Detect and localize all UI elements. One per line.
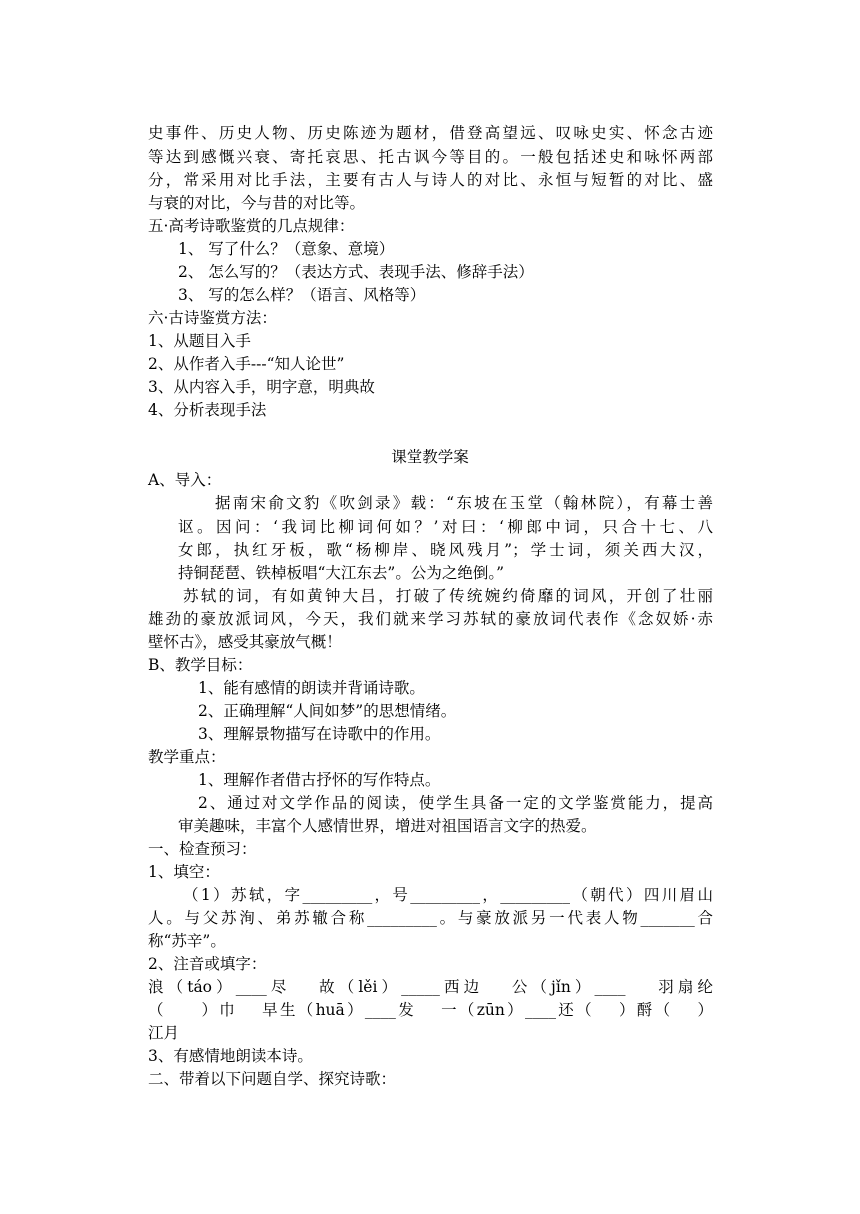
part1-pinyin-line-2: （ ）巾 早生（huā）____发 一（zūn）____还（ ）酹（ ） — [148, 1001, 713, 1019]
part1-heading: 一、检查预习： — [148, 840, 257, 858]
partA-intro-line-3: 壁怀古》，感受其豪放气概！ — [148, 633, 342, 651]
partA-intro-line-2: 雄劲的豪放派词风，今天，我们就来学习苏轼的豪放词代表作《念奴娇·赤 — [148, 610, 713, 628]
intro-line-4: 与衰的对比，今与昔的对比等。 — [148, 194, 366, 212]
part2-heading: 二、带着以下问题自学、探究诗歌： — [148, 1070, 397, 1088]
partA-quote-line-1: 据南宋俞文豹《吹剑录》载：“东坡在玉堂（翰林院），有幕士善 — [215, 494, 713, 512]
part1-pinyin-heading: 2、注音或填字： — [148, 955, 267, 973]
part1-fill-line-2: 人。与父苏洵、弟苏辙合称_________。与豪放派另一代表人物_______合 — [148, 909, 713, 927]
section5-item-3: 3、 写的怎么样？（语言、风格等） — [178, 286, 426, 304]
focus-item-2-line-1: 2、通过对文学作品的阅读，使学生具备一定的文学鉴赏能力，提高 — [198, 794, 713, 812]
section6-item-4: 4、分析表现手法 — [148, 401, 267, 419]
partB-item-3: 3、理解景物描写在诗歌中的作用。 — [198, 725, 441, 743]
section6-item-3: 3、从内容入手，明字意，明典故 — [148, 378, 375, 396]
section5-heading: 五·高考诗歌鉴赏的几点规律： — [148, 217, 355, 235]
section6-heading: 六·古诗鉴赏方法： — [148, 309, 277, 327]
partA-intro-line-1: 苏轼的词，有如黄钟大吕，打破了传统婉约倚靡的词风，开创了壮丽 — [183, 587, 713, 605]
partB-heading: B、教学目标： — [148, 656, 253, 674]
focus-heading: 教学重点： — [148, 748, 226, 766]
section5-item-2: 2、 怎么写的？（表达方式、表现手法、修辞手法） — [178, 263, 534, 281]
partA-quote-line-2: 讴。因问：‘我词比柳词何如？’对曰：‘柳郎中词，只合十七、八 — [178, 518, 713, 536]
partB-item-1: 1、能有感情的朗读并背诵诗歌。 — [198, 679, 425, 697]
section6-item-2: 2、从作者入手---“知人论世” — [148, 355, 345, 373]
focus-item-2-line-2: 审美趣味，丰富个人感情世界，增进对祖国语言文字的热爱。 — [178, 817, 597, 835]
intro-line-2: 等达到感慨兴衰、寄托哀思、托古讽今等目的。一般包括述史和咏怀两部 — [148, 148, 713, 166]
partB-item-2: 2、正确理解“人间如梦”的思想情绪。 — [198, 702, 457, 720]
part1-read-item: 3、有感情地朗读本诗。 — [148, 1047, 313, 1065]
intro-line-3: 分，常采用对比手法，主要有古人与诗人的对比、永恒与短暂的对比、盛 — [148, 171, 713, 189]
intro-line-1: 史事件、历史人物、历史陈迹为题材，借登高望远、叹咏史实、怀念古迹 — [148, 124, 713, 142]
lesson-title: 课堂教学案 — [391, 448, 469, 466]
focus-item-1: 1、理解作者借古抒怀的写作特点。 — [198, 771, 441, 789]
partA-heading: A、导入： — [148, 471, 222, 489]
partA-quote-line-3: 女郎，执红牙板，歌“杨柳岸、晓风残月”；学士词，须关西大汉， — [178, 541, 713, 559]
part1-pinyin-line-3: 江月 — [148, 1024, 180, 1042]
section6-item-1: 1、从题目入手 — [148, 332, 251, 350]
part1-pinyin-line-1: 浪（táo）____尽 故（lěi）_____西边 公（jǐn）____ 羽扇纶 — [148, 978, 713, 996]
part1-fill-line-1: （1）苏轼，字_________，号_________，_________（朝代）四川眉山 — [183, 886, 713, 904]
section5-item-1: 1、 写了什么？（意象、意境） — [178, 240, 395, 258]
part1-fill-heading: 1、填空： — [148, 863, 220, 881]
partA-quote-line-4: 持铜琵琶、铁棹板唱“大江东去”。公为之绝倒。” — [178, 564, 505, 582]
part1-fill-line-3: 称“苏辛”。 — [148, 932, 226, 950]
